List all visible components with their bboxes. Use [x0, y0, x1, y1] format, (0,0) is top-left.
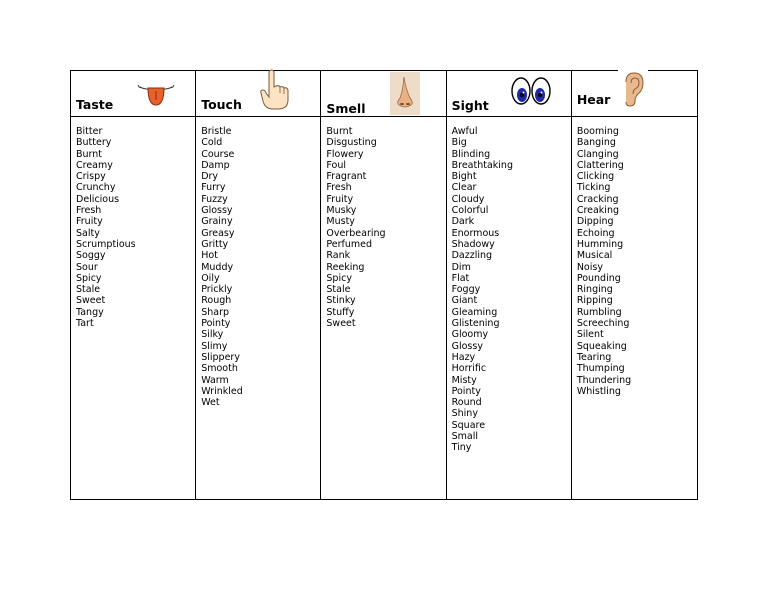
- word-touch: Sharp: [201, 306, 230, 318]
- nose-icon: [390, 72, 420, 115]
- word-touch: Greasy: [201, 227, 235, 239]
- word-hear: Ticking: [576, 182, 611, 194]
- word-smell: Stale: [326, 284, 351, 296]
- word-smell: Rank: [326, 250, 351, 262]
- column-header-hear: [572, 71, 697, 117]
- word-hear: Dipping: [576, 216, 614, 228]
- word-touch: Damp: [201, 159, 230, 171]
- word-touch: Rough: [201, 295, 232, 307]
- word-sight: Horrific: [451, 363, 487, 375]
- word-list-smell: [326, 126, 385, 329]
- word-taste: Stale: [76, 284, 101, 296]
- word-taste: Tangy: [76, 306, 104, 318]
- word-touch: Wrinkled: [201, 385, 243, 397]
- word-smell: Foul: [326, 159, 347, 171]
- column-title-sight: Sight: [451, 98, 489, 113]
- word-sight: Foggy: [451, 284, 481, 296]
- word-touch: Slippery: [201, 351, 240, 363]
- word-smell: Fruity: [326, 193, 354, 205]
- column-title-hear: Hear: [576, 92, 611, 107]
- word-touch: Fuzzy: [201, 193, 228, 205]
- word-hear: Ringing: [576, 284, 613, 296]
- word-hear: Rumbling: [576, 306, 622, 318]
- word-sight: Big: [451, 137, 467, 149]
- word-touch: Cold: [201, 137, 223, 149]
- word-smell: Sweet: [326, 318, 356, 330]
- tongue-icon: [137, 81, 175, 107]
- word-hear: Pounding: [576, 272, 621, 284]
- word-list-taste: [76, 126, 136, 329]
- word-sight: Clear: [451, 182, 477, 194]
- word-taste: Soggy: [76, 250, 106, 262]
- word-hear: Cracking: [576, 193, 619, 205]
- column-title-touch: Touch: [201, 97, 242, 112]
- word-hear: Clicking: [576, 171, 615, 183]
- word-smell: Burnt: [326, 126, 353, 137]
- word-touch: Course: [201, 148, 235, 160]
- word-hear: Echoing: [576, 227, 615, 239]
- word-hear: Musical: [576, 250, 613, 262]
- word-taste: Sweet: [76, 295, 106, 307]
- word-hear: Clanging: [576, 148, 619, 160]
- word-taste: Fresh: [76, 205, 102, 217]
- word-touch: Warm: [201, 374, 229, 386]
- word-taste: Sour: [76, 261, 98, 273]
- word-touch: Smooth: [201, 363, 238, 375]
- word-taste: Buttery: [76, 137, 112, 149]
- word-sight: Flat: [451, 272, 470, 284]
- word-hear: Creaking: [576, 205, 620, 217]
- column-taste: [71, 71, 196, 499]
- word-sight: Breathtaking: [451, 159, 513, 171]
- column-header-smell: [321, 71, 445, 117]
- word-taste: Burnt: [76, 148, 103, 160]
- column-hear: [572, 71, 697, 499]
- word-sight: Glistening: [451, 318, 500, 330]
- column-title-smell: Smell: [326, 101, 366, 116]
- word-sight: Tiny: [451, 442, 472, 454]
- word-list-touch: [201, 126, 243, 408]
- word-sight: Enormous: [451, 227, 500, 239]
- word-list-sight: [452, 126, 513, 454]
- word-sight: Giant: [451, 295, 478, 307]
- word-sight: Blinding: [451, 148, 491, 160]
- word-touch: Slimy: [201, 340, 228, 352]
- word-taste: Delicious: [76, 193, 120, 205]
- word-smell: Perfumed: [326, 238, 373, 250]
- ear-icon: [618, 70, 648, 108]
- column-header-sight: [447, 71, 571, 117]
- word-hear: Booming: [576, 126, 619, 137]
- column-header-taste: [71, 71, 195, 117]
- word-touch: Glossy: [201, 205, 233, 217]
- word-sight: Round: [451, 397, 482, 409]
- word-smell: Fragrant: [326, 171, 367, 183]
- word-taste: Fruity: [76, 216, 103, 228]
- word-sight: Awful: [451, 126, 478, 137]
- word-touch: Hot: [201, 250, 218, 262]
- word-sight: Bight: [451, 171, 477, 183]
- pointing-hand-icon: [259, 69, 291, 111]
- word-touch: Oily: [201, 272, 220, 284]
- word-taste: Creamy: [76, 159, 113, 171]
- word-hear: Ripping: [576, 295, 613, 307]
- word-smell: Overbearing: [326, 227, 386, 239]
- word-hear: Squeaking: [576, 340, 627, 352]
- word-touch: Wet: [201, 397, 220, 409]
- word-sight: Cloudy: [451, 193, 485, 205]
- word-taste: Scrumptious: [76, 238, 136, 250]
- word-hear: Humming: [576, 238, 624, 250]
- word-sight: Square: [451, 419, 486, 431]
- word-touch: Silky: [201, 329, 224, 341]
- word-smell: Musky: [326, 205, 357, 217]
- word-touch: Muddy: [201, 261, 234, 273]
- word-taste: Crunchy: [76, 182, 116, 194]
- eyes-icon: [510, 75, 552, 107]
- column-touch: [196, 71, 321, 499]
- word-sight: Dazzling: [451, 250, 493, 262]
- word-sight: Glossy: [451, 340, 483, 352]
- word-taste: Bitter: [76, 126, 103, 137]
- word-list-hear: [577, 126, 631, 397]
- column-smell: [321, 71, 446, 499]
- word-sight: Gloomy: [451, 329, 489, 341]
- word-smell: Spicy: [326, 272, 352, 284]
- word-hear: Tearing: [576, 351, 612, 363]
- word-smell: Fresh: [326, 182, 352, 194]
- column-title-taste: Taste: [76, 97, 114, 112]
- word-touch: Furry: [201, 182, 226, 194]
- word-touch: Pointy: [201, 318, 231, 330]
- word-taste: Crispy: [76, 171, 106, 183]
- word-hear: Banging: [576, 137, 616, 149]
- word-touch: Gritty: [201, 238, 229, 250]
- word-touch: Prickly: [201, 284, 233, 296]
- word-hear: Thumping: [576, 363, 625, 375]
- column-sight: [447, 71, 572, 499]
- word-sight: Shadowy: [451, 238, 495, 250]
- word-touch: Dry: [201, 171, 219, 183]
- word-smell: Reeking: [326, 261, 365, 273]
- word-hear: Screeching: [576, 318, 630, 330]
- word-hear: Whistling: [576, 385, 621, 397]
- word-hear: Clattering: [576, 159, 624, 171]
- word-taste: Spicy: [76, 272, 102, 284]
- word-touch: Bristle: [201, 126, 232, 137]
- word-sight: Shiny: [451, 408, 478, 420]
- column-header-touch: [196, 71, 320, 117]
- word-hear: Noisy: [576, 261, 603, 273]
- senses-word-table: [70, 70, 698, 500]
- word-sight: Gleaming: [451, 306, 498, 318]
- word-sight: Small: [451, 431, 478, 443]
- word-hear: Silent: [576, 329, 604, 341]
- word-smell: Flowery: [326, 148, 364, 160]
- word-hear: Thundering: [576, 374, 632, 386]
- word-taste: Tart: [76, 318, 94, 330]
- word-smell: Stinky: [326, 295, 356, 307]
- word-sight: Pointy: [451, 385, 481, 397]
- word-touch: Grainy: [201, 216, 233, 228]
- word-sight: Colorful: [451, 205, 489, 217]
- word-sight: Dark: [451, 216, 475, 228]
- word-smell: Stuffy: [326, 306, 355, 318]
- word-smell: Musty: [326, 216, 355, 228]
- word-sight: Misty: [451, 374, 477, 386]
- word-sight: Dim: [451, 261, 471, 273]
- word-sight: Hazy: [451, 351, 476, 363]
- word-taste: Salty: [76, 227, 100, 239]
- word-smell: Disgusting: [326, 137, 377, 149]
